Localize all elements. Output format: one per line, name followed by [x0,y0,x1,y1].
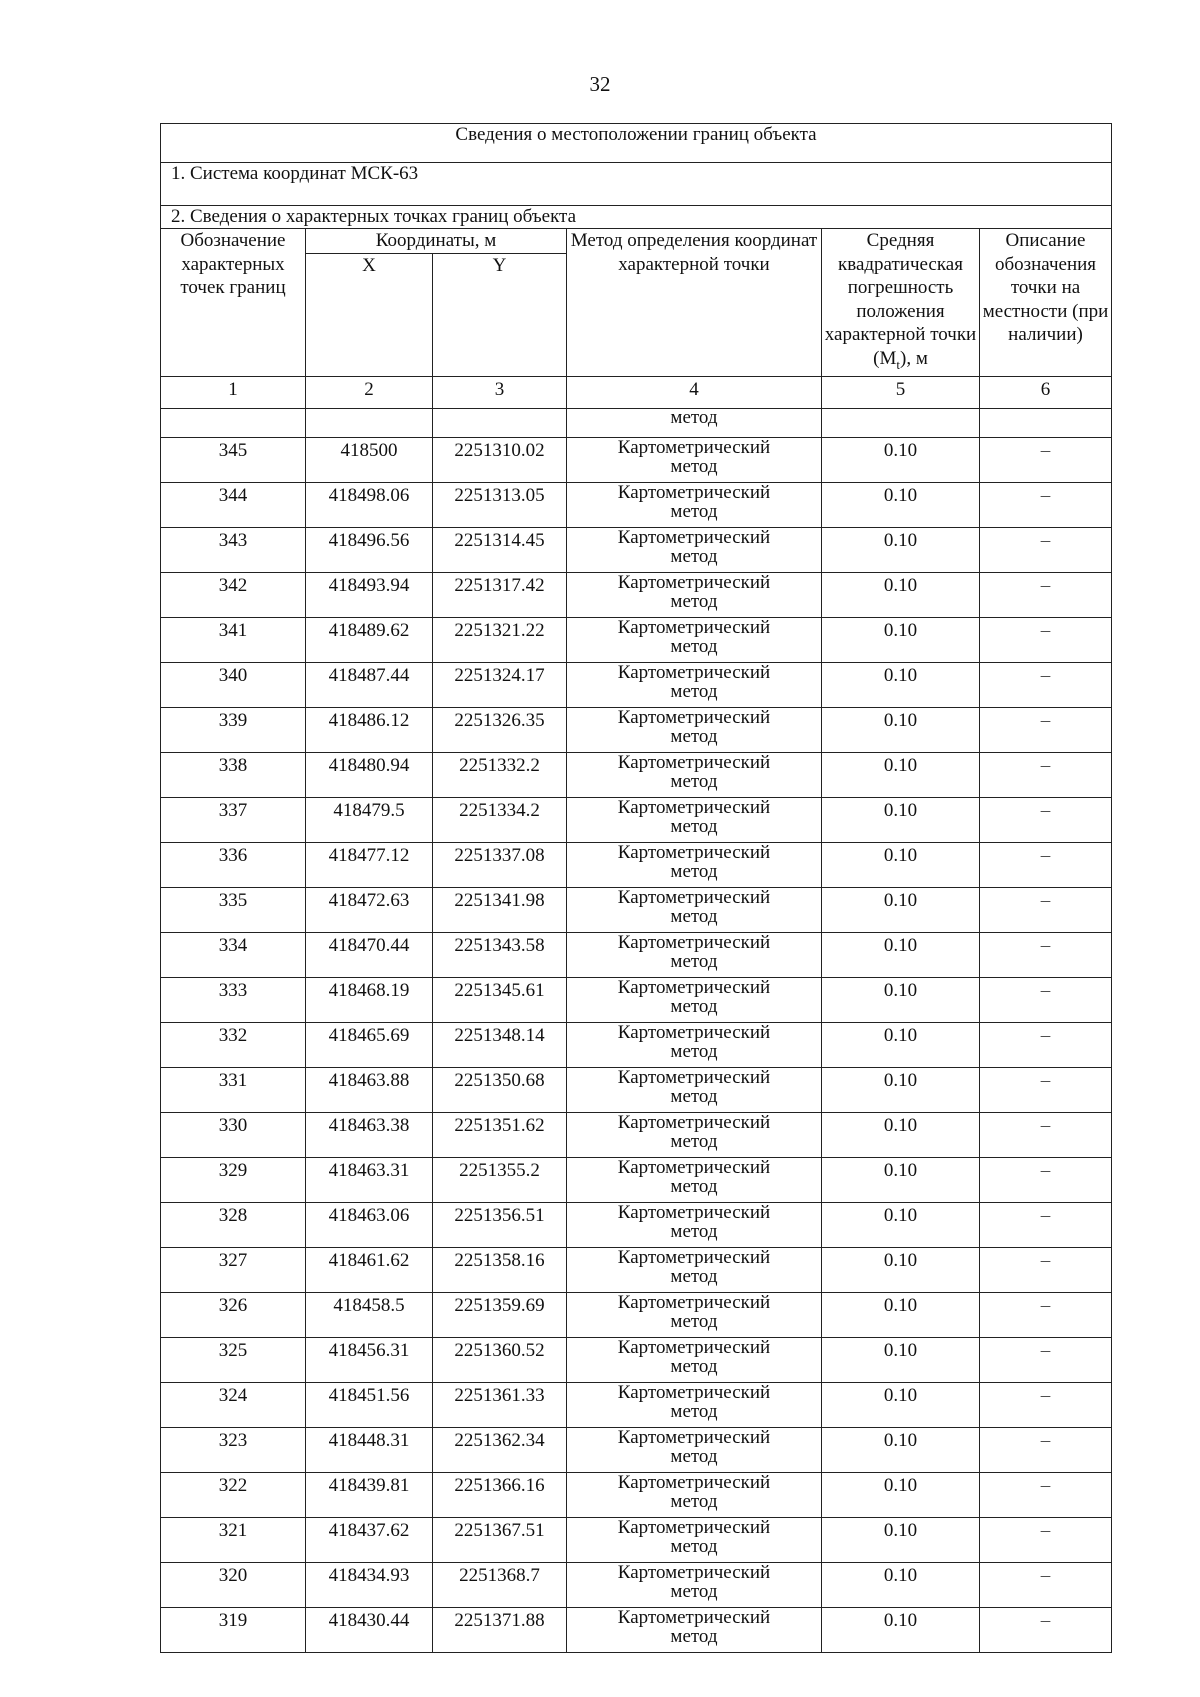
point-description: – [980,1382,1112,1427]
empty-cell [306,408,433,437]
table-row [161,1157,1112,1202]
point-number: 329 [161,1157,306,1202]
method-line: метод [670,545,718,567]
method-line: Картометрический [617,1021,771,1043]
coordinate-y: 2251358.16 [433,1247,567,1292]
coordinate-x: 418448.31 [306,1427,433,1472]
point-description: – [980,1517,1112,1562]
table-row [161,1022,1112,1067]
method-cell [567,842,822,887]
table-row [161,1472,1112,1517]
coordinate-y: 2251348.14 [433,1022,567,1067]
coordinate-x: 418472.63 [306,887,433,932]
coordinate-x: 418486.12 [306,707,433,752]
method-line: метод [670,860,718,882]
position-error: 0.10 [822,1202,980,1247]
point-number: 319 [161,1607,306,1652]
coordinate-system: 1. Система координат МСК-63 [161,163,1112,206]
header-coordinates: Координаты, м [306,229,567,254]
method-cell [567,1022,822,1067]
position-error: 0.10 [822,572,980,617]
coordinate-y: 2251321.22 [433,617,567,662]
coordinate-x: 418456.31 [306,1337,433,1382]
coordinate-x: 418437.62 [306,1517,433,1562]
method-line: метод [670,725,718,747]
coordinate-y: 2251368.7 [433,1562,567,1607]
method-line: метод [670,905,718,927]
header-x: X [306,253,433,376]
position-error: 0.10 [822,797,980,842]
table-title: Сведения о местоположении границ объекта [161,124,1112,163]
position-error: 0.10 [822,437,980,482]
method-line: метод [670,770,718,792]
point-number: 321 [161,1517,306,1562]
method-line: Картометрический [617,1156,771,1178]
table-row [161,1292,1112,1337]
point-description: – [980,572,1112,617]
method-cell [567,977,822,1022]
coordinate-y: 2251343.58 [433,932,567,977]
position-error: 0.10 [822,1427,980,1472]
point-number: 323 [161,1427,306,1472]
point-number: 341 [161,617,306,662]
method-line: метод [670,680,718,702]
point-description: – [980,437,1112,482]
method-line: Картометрический [617,1291,771,1313]
coordinate-y: 2251356.51 [433,1202,567,1247]
column-number: 2 [306,376,433,408]
method-line: Картометрический [617,1561,771,1583]
point-description: – [980,617,1112,662]
coordinate-y: 2251337.08 [433,842,567,887]
point-number: 320 [161,1562,306,1607]
coordinate-x: 418451.56 [306,1382,433,1427]
point-description: – [980,707,1112,752]
coordinate-y: 2251332.2 [433,752,567,797]
method-line: Картометрический [617,796,771,818]
coordinate-x: 418493.94 [306,572,433,617]
method-cell [567,752,822,797]
method-line: Картометрический [617,751,771,773]
coordinate-y: 2251360.52 [433,1337,567,1382]
method-line: метод [670,950,718,972]
method-line: Картометрический [617,661,771,683]
method-line: Картометрический [617,706,771,728]
coordinate-y: 2251313.05 [433,482,567,527]
position-error: 0.10 [822,1607,980,1652]
method-cell [567,1292,822,1337]
table-row [161,797,1112,842]
coordinate-x: 418468.19 [306,977,433,1022]
table-row [161,1382,1112,1427]
point-description: – [980,932,1112,977]
header-designation: Обозначение характерных точек границ [161,229,306,377]
continuation-method: метод [567,408,822,437]
position-error: 0.10 [822,1382,980,1427]
column-number: 4 [567,376,822,408]
coordinate-y: 2251326.35 [433,707,567,752]
point-number: 344 [161,482,306,527]
empty-cell [161,408,306,437]
coordinate-x: 418439.81 [306,1472,433,1517]
table-row [161,662,1112,707]
table-row [161,572,1112,617]
method-line: Картометрический [617,1381,771,1403]
position-error: 0.10 [822,617,980,662]
table-row [161,437,1112,482]
method-line: Картометрический [617,616,771,638]
method-line: Картометрический [617,436,771,458]
method-line: метод [670,500,718,522]
point-number: 336 [161,842,306,887]
method-line: Картометрический [617,1111,771,1133]
method-cell [567,1607,822,1652]
position-error: 0.10 [822,842,980,887]
point-description: – [980,1112,1112,1157]
coordinate-y: 2251345.61 [433,977,567,1022]
point-description: – [980,887,1112,932]
method-cell [567,887,822,932]
table-row [161,1337,1112,1382]
coordinate-x: 418498.06 [306,482,433,527]
coordinate-x: 418500 [306,437,433,482]
table-row [161,1202,1112,1247]
point-number: 325 [161,1337,306,1382]
position-error: 0.10 [822,707,980,752]
column-number: 3 [433,376,567,408]
method-line: метод [670,1265,718,1287]
table-row [161,842,1112,887]
coordinate-y: 2251310.02 [433,437,567,482]
point-description: – [980,482,1112,527]
coordinate-x: 418487.44 [306,662,433,707]
method-cell [567,572,822,617]
position-error: 0.10 [822,1067,980,1112]
coordinate-x: 418480.94 [306,752,433,797]
point-number: 326 [161,1292,306,1337]
method-cell [567,1562,822,1607]
point-description: – [980,797,1112,842]
table-row [161,527,1112,572]
position-error: 0.10 [822,887,980,932]
point-description: – [980,842,1112,887]
coordinate-y: 2251366.16 [433,1472,567,1517]
method-line: Картометрический [617,976,771,998]
point-description: – [980,662,1112,707]
point-number: 331 [161,1067,306,1112]
coordinate-x: 418465.69 [306,1022,433,1067]
method-cell [567,527,822,572]
coordinate-x: 418463.06 [306,1202,433,1247]
position-error: 0.10 [822,1157,980,1202]
point-number: 327 [161,1247,306,1292]
header-error-text: Средняя квадратическая погрешность положения характерной точки (M [824,230,977,369]
method-line: метод [670,1625,718,1647]
table-row [161,1562,1112,1607]
header-error [822,229,980,377]
method-cell [567,1472,822,1517]
table-row [161,752,1112,797]
method-line: метод [670,1490,718,1512]
method-line: метод [670,590,718,612]
method-cell [567,1112,822,1157]
position-error: 0.10 [822,527,980,572]
coordinate-x: 418458.5 [306,1292,433,1337]
point-description: – [980,1337,1112,1382]
position-error: 0.10 [822,1337,980,1382]
point-description: – [980,1247,1112,1292]
method-cell [567,662,822,707]
position-error: 0.10 [822,1562,980,1607]
position-error: 0.10 [822,1112,980,1157]
method-line: метод [670,1580,718,1602]
method-line: метод [670,1175,718,1197]
method-line: Картометрический [617,931,771,953]
method-line: метод [670,1355,718,1377]
method-line: метод [670,1310,718,1332]
point-number: 322 [161,1472,306,1517]
header-method: Метод определения координат характерной точки [567,229,822,377]
point-description: – [980,1472,1112,1517]
method-cell [567,617,822,662]
method-line: метод [670,1445,718,1467]
point-description: – [980,1607,1112,1652]
point-number: 332 [161,1022,306,1067]
method-line: Картометрический [617,1516,771,1538]
empty-cell [822,408,980,437]
method-line: Картометрический [617,841,771,863]
coordinate-x: 418489.62 [306,617,433,662]
coordinate-y: 2251359.69 [433,1292,567,1337]
table-row [161,707,1112,752]
method-cell [567,707,822,752]
coordinate-x: 418463.38 [306,1112,433,1157]
method-cell [567,1202,822,1247]
coordinate-y: 2251334.2 [433,797,567,842]
coordinate-x: 418477.12 [306,842,433,887]
point-number: 333 [161,977,306,1022]
boundary-points-table [160,123,1112,1653]
point-number: 335 [161,887,306,932]
coordinate-y: 2251355.2 [433,1157,567,1202]
column-number-row [161,376,1112,408]
coordinate-y: 2251350.68 [433,1067,567,1112]
method-line: Картометрический [617,481,771,503]
point-number: 340 [161,662,306,707]
table-row [161,617,1112,662]
method-line: Картометрический [617,1201,771,1223]
point-description: – [980,527,1112,572]
point-number: 338 [161,752,306,797]
point-number: 345 [161,437,306,482]
position-error: 0.10 [822,1247,980,1292]
point-description: – [980,1562,1112,1607]
method-cell [567,1337,822,1382]
coordinate-x: 418479.5 [306,797,433,842]
coordinate-y: 2251324.17 [433,662,567,707]
table-row [161,1247,1112,1292]
method-line: метод [670,1085,718,1107]
method-line: метод [670,1040,718,1062]
method-line: метод [670,995,718,1017]
method-line: Картометрический [617,571,771,593]
method-line: метод [670,1220,718,1242]
coordinate-y: 2251371.88 [433,1607,567,1652]
point-number: 328 [161,1202,306,1247]
point-description: – [980,977,1112,1022]
point-description: – [980,1292,1112,1337]
method-cell [567,1517,822,1562]
point-description: – [980,1202,1112,1247]
point-description: – [980,1022,1112,1067]
coordinate-y: 2251361.33 [433,1382,567,1427]
method-cell [567,437,822,482]
coordinate-x: 418434.93 [306,1562,433,1607]
empty-cell [980,408,1112,437]
point-number: 343 [161,527,306,572]
coordinate-x: 418463.88 [306,1067,433,1112]
method-line: метод [670,455,718,477]
continuation-row [161,408,1112,437]
table-row [161,887,1112,932]
coordinate-x: 418463.31 [306,1157,433,1202]
column-number: 6 [980,376,1112,408]
point-number: 337 [161,797,306,842]
header-description: Описание обозначения точки на местности (при наличии) [980,229,1112,377]
position-error: 0.10 [822,1022,980,1067]
column-number: 5 [822,376,980,408]
method-cell [567,797,822,842]
header-y: Y [433,253,567,376]
method-cell [567,1382,822,1427]
point-number: 339 [161,707,306,752]
coordinate-x: 418496.56 [306,527,433,572]
coordinate-y: 2251314.45 [433,527,567,572]
position-error: 0.10 [822,482,980,527]
method-cell [567,482,822,527]
method-line: Картометрический [617,1471,771,1493]
method-line: метод [670,1535,718,1557]
position-error: 0.10 [822,1292,980,1337]
method-line: Картометрический [617,1336,771,1358]
point-description: – [980,1067,1112,1112]
table-row [161,482,1112,527]
empty-cell [433,408,567,437]
coordinate-y: 2251351.62 [433,1112,567,1157]
page-number: 32 [589,72,611,96]
coordinate-y: 2251341.98 [433,887,567,932]
table-row [161,1067,1112,1112]
method-line: Картометрический [617,1606,771,1628]
method-line: Картометрический [617,1426,771,1448]
coordinate-y: 2251367.51 [433,1517,567,1562]
method-line: метод [670,815,718,837]
point-number: 324 [161,1382,306,1427]
point-number: 342 [161,572,306,617]
column-number: 1 [161,376,306,408]
coordinate-x: 418430.44 [306,1607,433,1652]
method-cell [567,1247,822,1292]
table-row [161,977,1112,1022]
position-error: 0.10 [822,1517,980,1562]
method-cell [567,1427,822,1472]
method-line: Картометрический [617,886,771,908]
method-line: Картометрический [617,1246,771,1268]
point-number: 330 [161,1112,306,1157]
position-error: 0.10 [822,752,980,797]
method-cell [567,932,822,977]
coordinate-y: 2251362.34 [433,1427,567,1472]
method-cell [567,1157,822,1202]
method-line: Картометрический [617,526,771,548]
coordinate-x: 418470.44 [306,932,433,977]
table-row [161,1427,1112,1472]
header-error-subscript: t [896,356,900,372]
position-error: 0.10 [822,932,980,977]
position-error: 0.10 [822,1472,980,1517]
table-row [161,1112,1112,1157]
position-error: 0.10 [822,662,980,707]
method-line: метод [670,1400,718,1422]
method-cell [567,1067,822,1112]
method-line: Картометрический [617,1066,771,1088]
point-description: – [980,752,1112,797]
position-error: 0.10 [822,977,980,1022]
table-row [161,1607,1112,1652]
table-row [161,1517,1112,1562]
section-title: 2. Сведения о характерных точках границ объекта [161,206,1112,229]
point-number: 334 [161,932,306,977]
coordinate-x: 418461.62 [306,1247,433,1292]
coordinate-y: 2251317.42 [433,572,567,617]
point-description: – [980,1427,1112,1472]
header-error-unit: ), м [900,347,928,369]
point-description: – [980,1157,1112,1202]
method-line: метод [670,1130,718,1152]
method-line: метод [670,635,718,657]
table-row [161,932,1112,977]
